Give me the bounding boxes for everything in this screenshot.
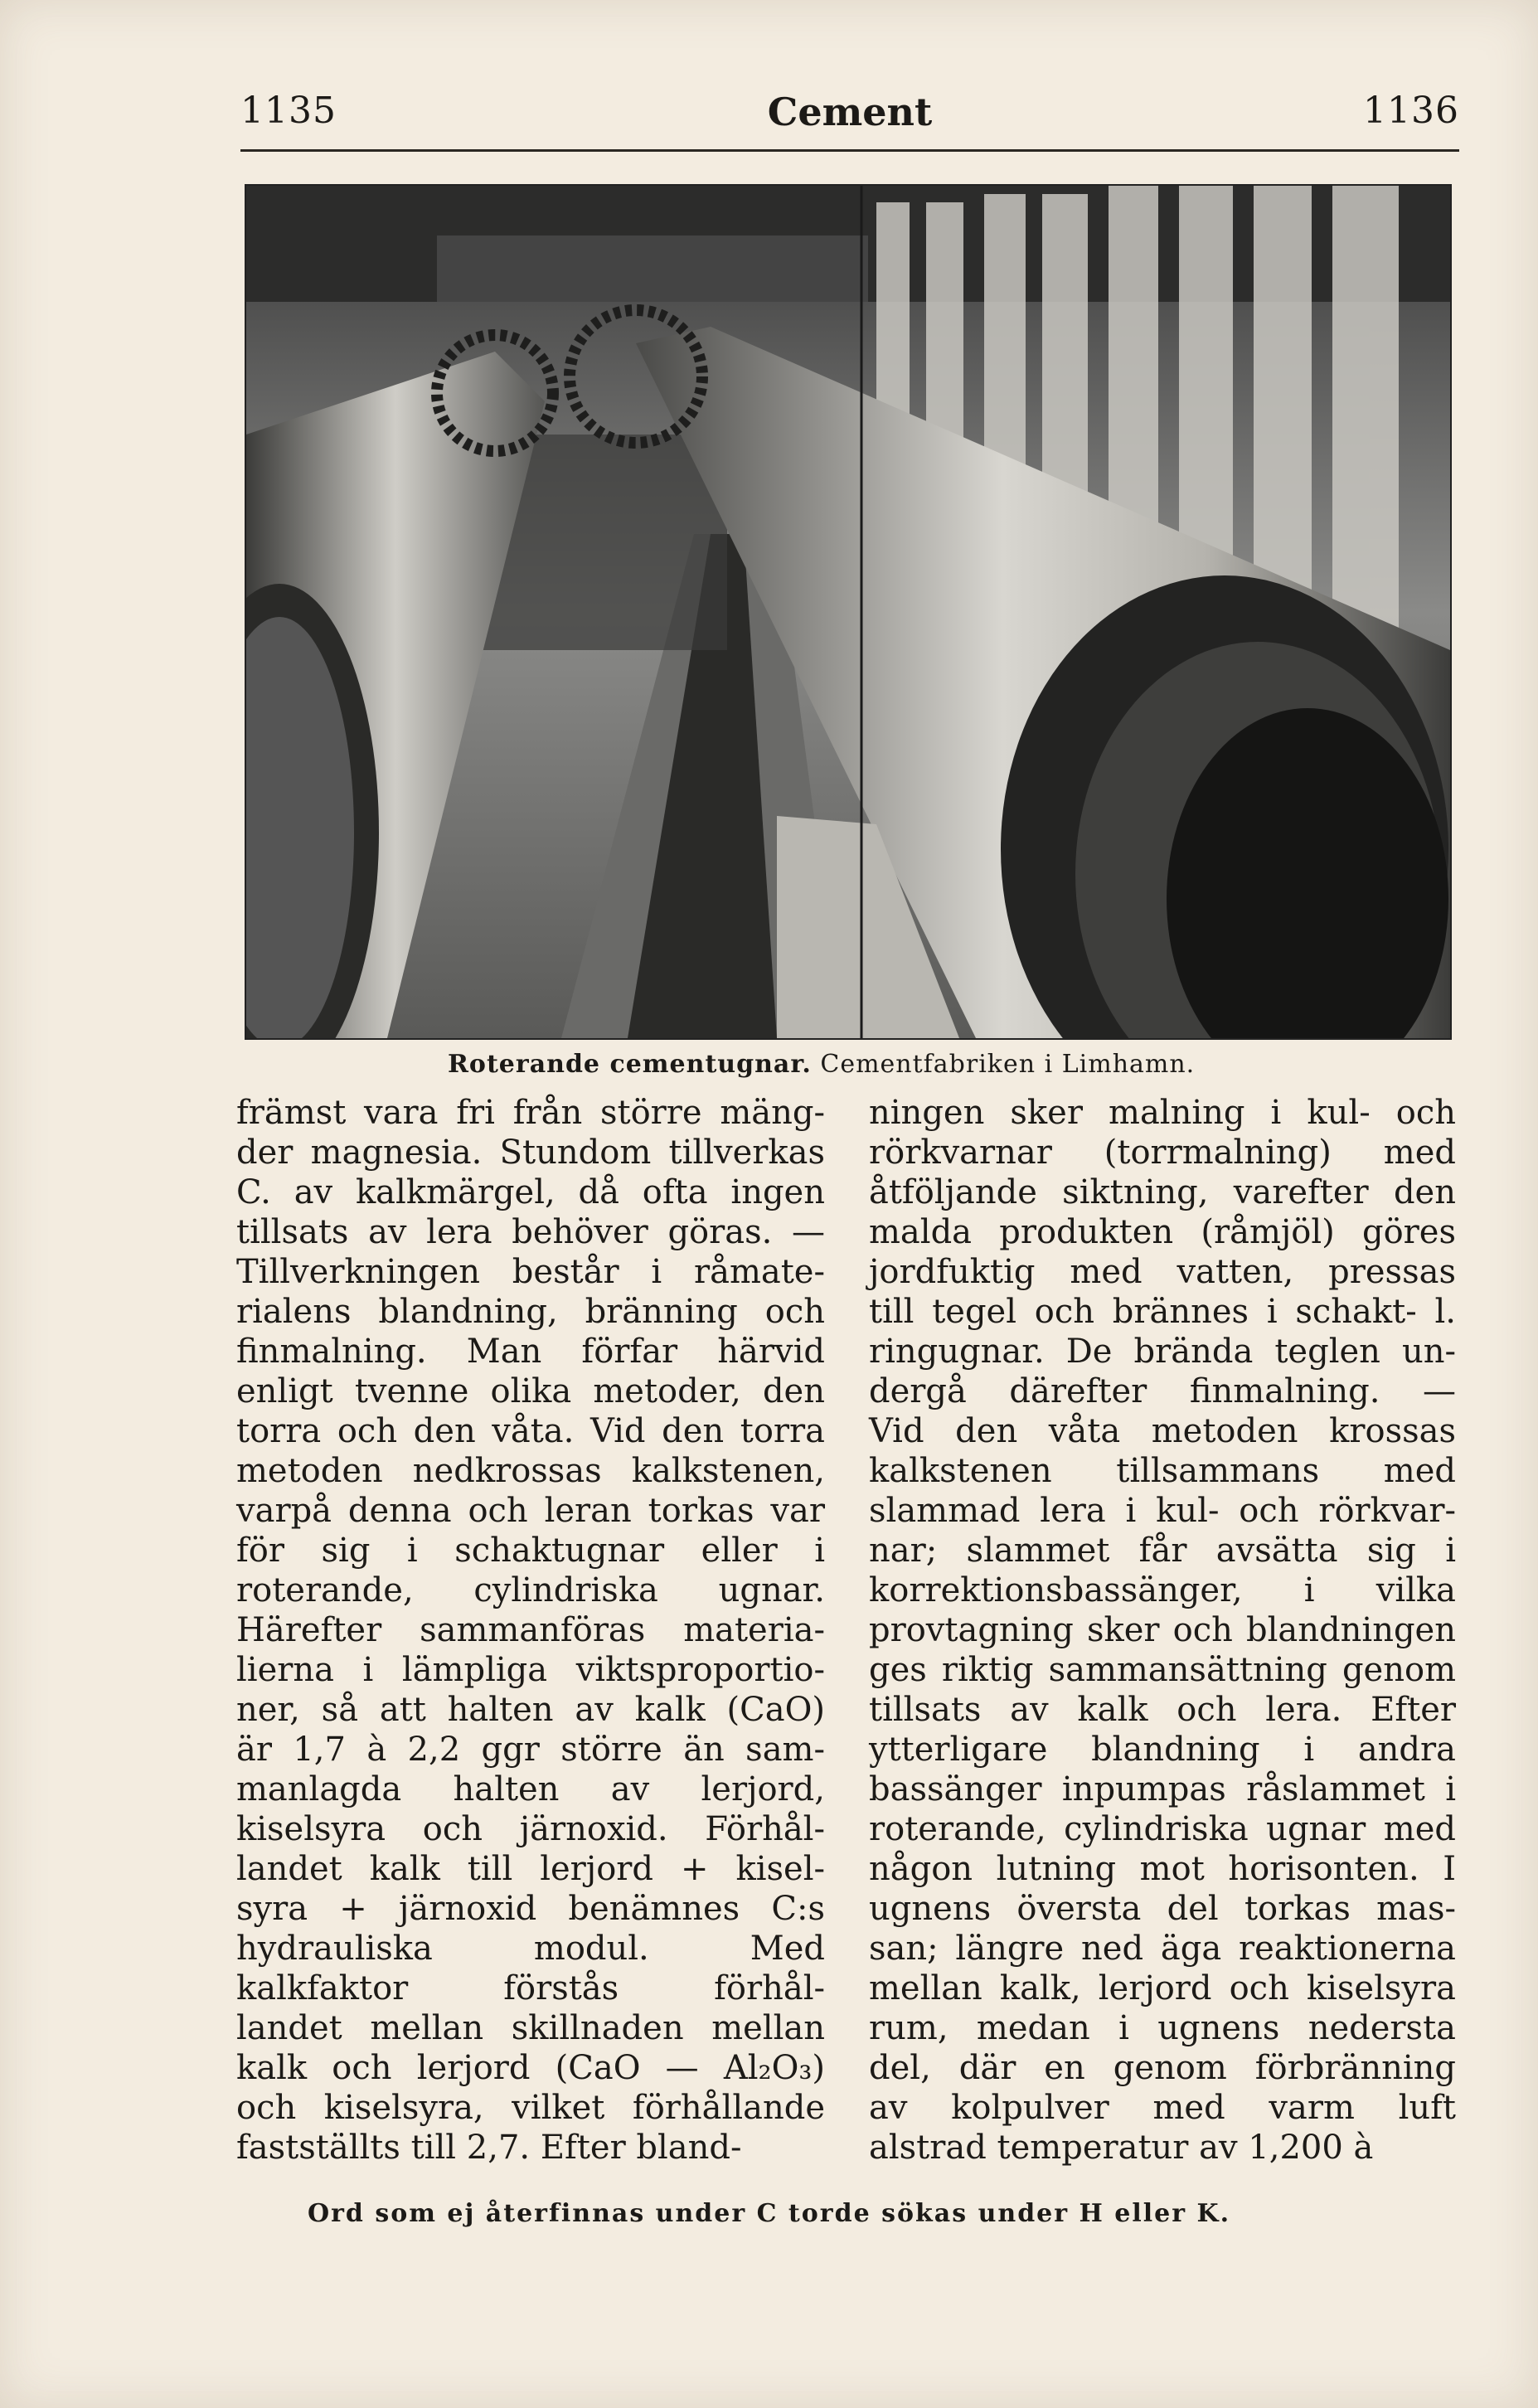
text-line: av kolpulver med varm luft <box>869 2089 1456 2127</box>
text-line: finmalning. Man förfar härvid <box>236 1333 825 1371</box>
text-line: der magnesia. Stundom tillverkas <box>236 1134 825 1172</box>
text-line: ningen sker malning i kul- och <box>869 1094 1456 1132</box>
caption-source: Cementfabriken i Limhamn. <box>820 1050 1196 1079</box>
text-line: hydrauliska modul. Med <box>236 1930 825 1968</box>
text-line: san; längre ned äga reaktionerna <box>869 1930 1456 1968</box>
text-line: enligt tvenne olika metoder, den <box>236 1372 825 1410</box>
text-line: främst vara fri från större mäng- <box>236 1094 825 1132</box>
text-line: fastställts till 2,7. Efter bland- <box>236 2129 742 2167</box>
text-line: varpå denna och leran torkas var <box>236 1492 825 1530</box>
text-line: slammad lera i kul- och rörkvar- <box>869 1492 1456 1530</box>
text-line: landet kalk till lerjord + kisel- <box>236 1850 825 1888</box>
text-line: och kiselsyra, vilket förhållande <box>236 2089 825 2127</box>
text-line: ytterligare blandning i andra <box>869 1731 1456 1769</box>
text-line: malda produkten (råmjöl) göres <box>869 1213 1456 1251</box>
text-line: ringugnar. De brända teglen un- <box>869 1333 1456 1371</box>
text-line: tillsats av lera behöver göras. — <box>236 1213 825 1251</box>
text-line: jordfuktig med vatten, pressas <box>869 1253 1456 1291</box>
text-line: är 1,7 à 2,2 ggr större än sam- <box>236 1731 825 1769</box>
text-line: Härefter sammanföras materia- <box>236 1611 825 1649</box>
text-line: C. av kalkmärgel, då ofta ingen <box>236 1173 825 1211</box>
text-line: metoden nedkrossas kalkstenen, <box>236 1452 825 1490</box>
text-line: del, där en genom förbränning <box>869 2049 1456 2087</box>
text-line: rörkvarnar (torrmalning) med <box>869 1134 1456 1172</box>
figure-caption <box>448 1050 1195 1079</box>
text-line: Tillverkningen består i råmate- <box>236 1253 825 1291</box>
right-page-number: 1136 <box>1363 90 1459 132</box>
text-line: kalkfaktor förstås förhål- <box>236 1969 825 2007</box>
text-line: roterande, cylindriska ugnar med <box>869 1810 1456 1848</box>
text-line: Vid den våta metoden krossas <box>869 1412 1456 1450</box>
text-line: tillsats av kalk och lera. Efter <box>869 1691 1456 1729</box>
text-line: kiselsyra och järnoxid. Förhål- <box>236 1810 825 1848</box>
text-line: mellan kalk, lerjord och kiselsyra <box>869 1969 1456 2007</box>
text-line: kalkstenen tillsammans med <box>869 1452 1456 1490</box>
text-line: torra och den våta. Vid den torra <box>236 1412 825 1450</box>
running-title: Cement <box>767 90 933 134</box>
text-line: dergå därefter finmalning. — <box>869 1372 1456 1410</box>
rotary-kilns-photo <box>245 184 1452 1040</box>
text-line: manlagda halten av lerjord, <box>236 1770 825 1808</box>
text-line: provtagning sker och blandningen <box>869 1611 1456 1649</box>
text-line: ner, så att halten av kalk (CaO) <box>236 1691 825 1729</box>
footer-note: Ord som ej återfinnas under C torde sökas under H eller K. <box>307 2199 1231 2228</box>
text-line: till tegel och brännes i schakt- l. <box>869 1293 1456 1331</box>
caption-title: Roterande cementugnar. <box>448 1050 812 1079</box>
text-line: ugnens översta del torkas mas- <box>869 1890 1456 1928</box>
text-line: roterande, cylindriska ugnar. <box>236 1571 825 1609</box>
left-text-column <box>236 1093 825 2168</box>
text-line: kalk och lerjord (CaO — Al₂O₃) <box>236 2049 825 2087</box>
text-line: rialens blandning, bränning och <box>236 1293 825 1331</box>
left-page-number: 1135 <box>240 90 337 132</box>
header-rule <box>240 149 1459 152</box>
text-line: någon lutning mot horisonten. I <box>869 1850 1456 1888</box>
text-line: nar; slammet får avsätta sig i <box>869 1532 1456 1570</box>
text-line: bassänger inpumpas råslammet i <box>869 1770 1456 1808</box>
text-line: lierna i lämpliga viktsproportio- <box>236 1651 825 1689</box>
text-line: alstrad temperatur av 1,200 à <box>869 2129 1374 2167</box>
text-line: för sig i schaktugnar eller i <box>236 1532 825 1570</box>
text-line: ges riktig sammansättning genom <box>869 1651 1456 1689</box>
text-line: åtföljande siktning, varefter den <box>869 1173 1456 1211</box>
text-line: korrektionsbassänger, i vilka <box>869 1571 1456 1609</box>
page-header <box>240 90 1459 148</box>
text-line: syra + järnoxid benämnes C:s <box>236 1890 825 1928</box>
right-text-column <box>869 1093 1456 2168</box>
text-line: landet mellan skillnaden mellan <box>236 2009 825 2047</box>
text-line: rum, medan i ugnens nedersta <box>869 2009 1456 2047</box>
